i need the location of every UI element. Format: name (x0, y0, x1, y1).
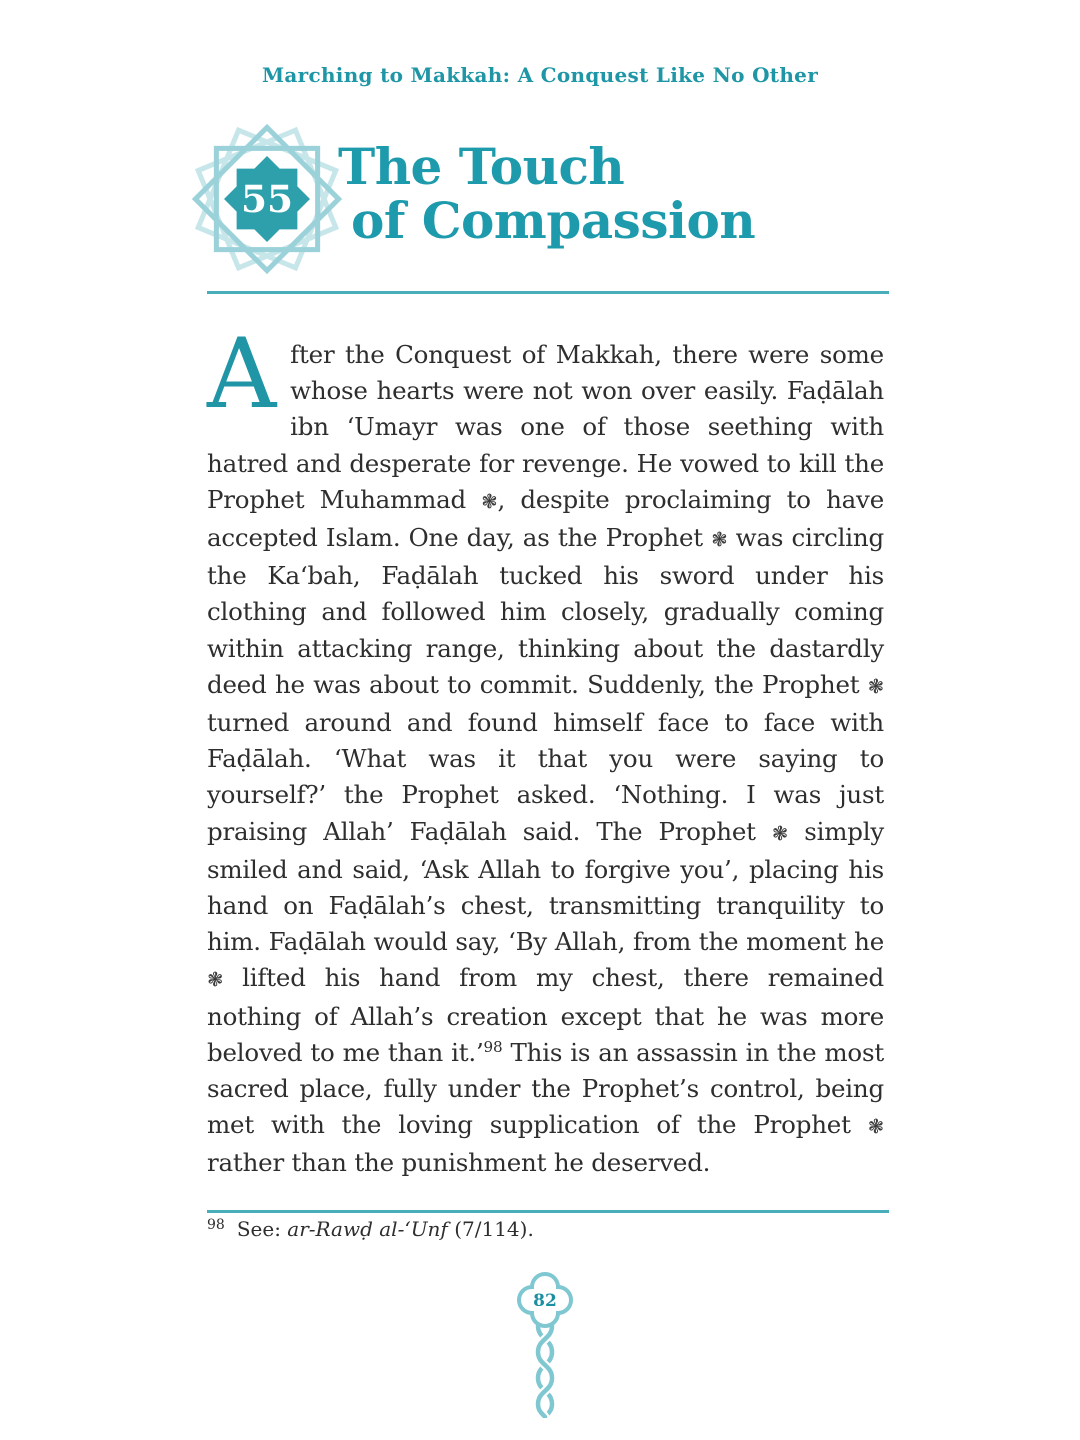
honorific-pbuh-symbol: ❃ (207, 968, 224, 992)
body-paragraph: A fter the Conquest of Makkah, there were some whose hearts were not won over easily. Faḍālah ibn ‘Umayr was one of those seething with hatred and desperate for revenge. He vowed to kill the Prophet Muhammad ❃, despite proclaiming to have accepted Islam. One day, as the Prophet ❃ was circling the Ka‘bah, Faḍālah tucked his sword under his clothing and followed him closely, gradually coming within attacking range, thinking about the dastardly deed he was about to commit. Suddenly, the Prophet ❃ turned around and found himself face to face with Faḍālah. ‘What was it that you were saying to yourself?’ the Prophet asked. ‘Nothing. I was just praising Allah’ Faḍālah said. The Prophet ❃ simply smiled and said, ‘Ask Allah to forgive you’, placing his hand on Faḍālah’s chest, transmitting tranquility to him. Faḍālah would say, ‘By Allah, from the moment he ❃ lifted his hand from my chest, there remained nothing of Allah’s creation except that he was more beloved to me than it.’$^{98}$ This is an assassin in the most sacred place, fully under the Prophet’s control, being met with the loving supplication of the Prophet ❃ rather than the punishment he deserved. (207, 318, 884, 1178)
chapter-number: 55 (240, 177, 294, 222)
running-head: Marching to Makkah: A Conquest Like No Other (261, 63, 819, 87)
honorific-pbuh-symbol: ❃ (867, 1115, 884, 1139)
chapter-title-line2: of Compassion (351, 191, 756, 250)
footnote-suffix: (7/114). (447, 1217, 534, 1241)
honorific-pbuh-symbol: ❃ (711, 528, 728, 552)
page-number-ornament-icon (510, 1262, 580, 1418)
footnote-source-title: ar-Rawḍ al-‘Unf (287, 1217, 448, 1241)
footnote-divider-rule (207, 1210, 889, 1213)
title-divider-rule (207, 291, 889, 294)
honorific-pbuh-symbol: ❃ (481, 489, 498, 513)
chapter-star-ornament-icon (186, 118, 348, 280)
chapter-title (338, 137, 756, 250)
footnote-marker: 98 (207, 1217, 225, 1233)
chapter-title-line1: The Touch (338, 137, 625, 196)
honorific-pbuh-symbol: ❃ (867, 674, 884, 698)
footnote-prefix: See: (236, 1217, 288, 1241)
drop-cap: A (207, 318, 277, 430)
footnote-ref: 98 (483, 1037, 503, 1056)
braid-ornament-icon (538, 1326, 552, 1417)
honorific-pbuh-symbol: ❃ (771, 821, 789, 845)
footnote (207, 1217, 534, 1241)
page-number: 82 (533, 1291, 557, 1311)
